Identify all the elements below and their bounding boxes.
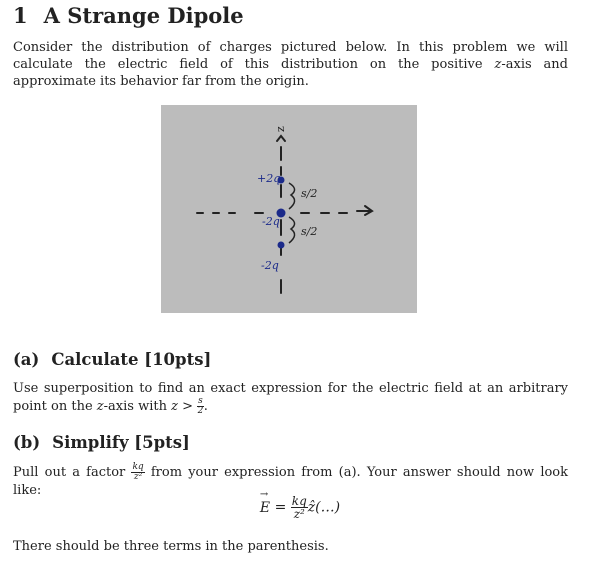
- upper-brace: [289, 183, 295, 209]
- kq-over-z2-factor: [131, 463, 144, 482]
- charge-diagram-sketch: [161, 105, 417, 313]
- equation-equals: =: [270, 499, 291, 516]
- fraction-denominator: 2: [197, 406, 204, 416]
- part-b-text-2: from your expression from (a). Your answer should now look like:: [13, 465, 569, 498]
- intro-text-1: Consider the distribution of charges pictured below. In this problem we will calculate the electric field of this distribution on the positive: [13, 40, 568, 72]
- part-a-paragraph: [13, 380, 568, 416]
- z-axis-label: z: [274, 126, 287, 132]
- part-a-condition-op: >: [177, 399, 198, 414]
- part-b-text-1: Pull out a factor: [13, 465, 132, 480]
- factor-numerator: kq: [132, 462, 144, 472]
- section-title: [13, 3, 244, 28]
- upper-spacing-label: s/2: [301, 187, 318, 200]
- center-charge-label: -2q: [262, 215, 280, 228]
- lower-brace: [289, 217, 295, 243]
- part-b-label: (b): [13, 433, 41, 452]
- equation-numerator: kq: [291, 494, 307, 508]
- part-a-text-end: .: [203, 399, 208, 414]
- s-over-2-fraction: [197, 397, 204, 416]
- charge-distribution-photo: [161, 105, 417, 313]
- top-charge-label: +2q: [257, 172, 281, 185]
- part-a-text-1: Use superposition to find an exact expression for the electric field at an arbitrary point on the: [13, 381, 568, 414]
- closing-note: There should be three terms in the parenthesis.: [13, 539, 329, 554]
- part-b-title: Simplify [5pts]: [52, 433, 190, 452]
- equation-fraction: [291, 495, 308, 520]
- part-a-text-2: -axis with: [103, 399, 172, 414]
- factor-denominator: z²: [133, 472, 143, 482]
- section-heading: A Strange Dipole: [43, 3, 244, 28]
- section-number: 1: [13, 3, 28, 28]
- part-a-heading: [13, 350, 211, 369]
- part-a-label: (a): [13, 350, 40, 369]
- bottom-charge-dot: [278, 242, 285, 249]
- part-b-heading: [13, 433, 190, 452]
- intro-paragraph: [13, 39, 568, 90]
- intro-text-2: -axis and approximate its behavior far from the origin.: [13, 57, 568, 89]
- part-a-title: Calculate [10pts]: [51, 350, 212, 369]
- equation-denominator: z²: [293, 507, 305, 521]
- part-a-z-var: z: [96, 399, 104, 414]
- lower-spacing-label: s/2: [301, 225, 318, 238]
- equation-remainder: ẑ(…): [307, 499, 341, 516]
- bottom-charge-label: -2q: [261, 259, 279, 272]
- intro-z-var: z: [494, 57, 502, 72]
- part-a-condition-lhs: z: [171, 399, 178, 414]
- equation-e-vector: → E: [260, 500, 270, 516]
- part-b-paragraph: [13, 463, 568, 499]
- fraction-numerator: s: [198, 396, 203, 406]
- target-equation: [0, 495, 600, 520]
